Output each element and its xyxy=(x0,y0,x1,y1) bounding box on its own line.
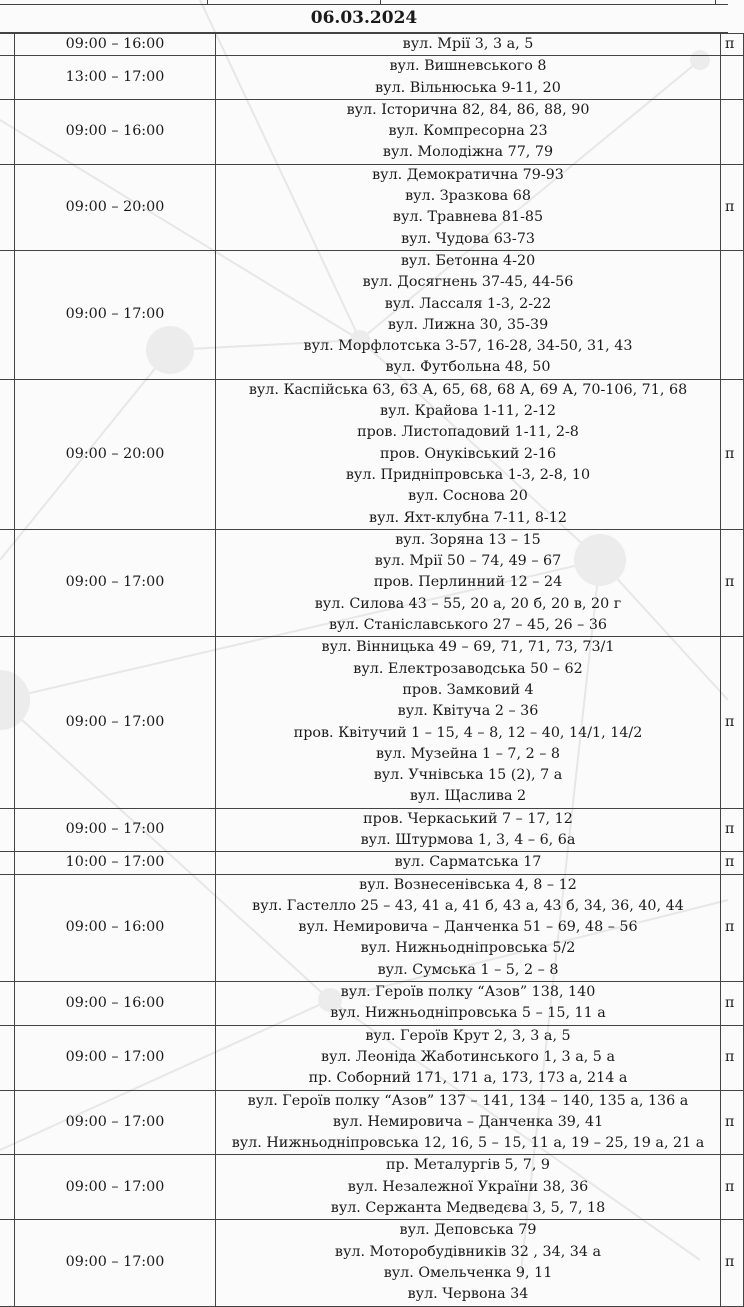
next-column-cell: п xyxy=(721,1155,744,1220)
addresses-cell xyxy=(216,34,721,56)
address-line: вул. Омельченка 9, 11 xyxy=(383,1264,553,1281)
address-line: вул. Сарматська 17 xyxy=(394,854,542,871)
address-line: вул. Нижньодніпровська 12, 16, 5 – 15, 11 а, 19 – 25, 19 а, 21 а xyxy=(231,1135,705,1152)
next-column-cell: п xyxy=(721,1025,744,1090)
table-row xyxy=(0,852,744,874)
next-column-cell xyxy=(721,250,744,379)
address-line: вул. Соснова 20 xyxy=(408,488,528,505)
address-line: вул. Героїв полку “Азов” 137 – 141, 134 – 140, 135 а, 136 а xyxy=(247,1092,689,1109)
address-line: вул. Каспійська 63, 63 А, 65, 68, 68 А, 69 А, 70-106, 71, 68 xyxy=(248,381,688,398)
address-line: пров. Черкаський 7 – 17, 12 xyxy=(363,810,573,827)
addresses-cell xyxy=(216,1155,721,1220)
table-row xyxy=(0,874,744,981)
addresses-cell xyxy=(216,852,721,874)
address-line: пров. Листопадовий 1-11, 2-8 xyxy=(357,424,579,441)
table-body xyxy=(0,34,744,1307)
table-row xyxy=(0,1155,744,1220)
addresses-cell xyxy=(216,874,721,981)
address-line: вул. Немировича – Данченка 51 – 69, 48 – 56 xyxy=(298,919,638,936)
table-row xyxy=(0,808,744,852)
table-row xyxy=(0,529,744,636)
table-row xyxy=(0,1220,744,1306)
next-column-cell: п xyxy=(721,34,744,56)
row-left-margin-cell xyxy=(0,34,15,56)
address-line: вул. Крайова 1-11, 2-12 xyxy=(380,403,556,420)
address-line: вул. Сержанта Медведєва 3, 5, 7, 18 xyxy=(330,1200,606,1217)
table-row xyxy=(0,164,744,250)
addresses-cell xyxy=(216,808,721,852)
address-line: вул. Компресорна 23 xyxy=(388,123,548,140)
address-line: пр. Металургів 5, 7, 9 xyxy=(385,1157,551,1174)
address-line: пров. Перлинний 12 – 24 xyxy=(373,574,563,591)
next-column-cell: п xyxy=(721,1220,744,1306)
row-left-margin-cell xyxy=(0,808,15,852)
address-line: вул. Бетонна 4-20 xyxy=(400,252,536,269)
addresses-cell xyxy=(216,637,721,808)
row-left-margin-cell xyxy=(0,1220,15,1306)
address-line: вул. Учнівська 15 (2), 7 а xyxy=(373,767,563,784)
next-column-cell: п xyxy=(721,982,744,1026)
address-line: вул. Досягнень 37-45, 44-56 xyxy=(362,274,574,291)
time-range-cell: 09:00 – 16:00 xyxy=(15,982,216,1026)
table-row xyxy=(0,99,744,164)
address-line: вул. Електрозаводська 50 – 62 xyxy=(353,660,583,677)
table-row xyxy=(0,1090,744,1155)
next-column-cell xyxy=(721,56,744,100)
address-line: вул. Силова 43 – 55, 20 а, 20 б, 20 в, 20 г xyxy=(314,595,622,612)
address-line: вул. Історична 82, 84, 86, 88, 90 xyxy=(346,101,590,118)
address-line: вул. Деповська 79 xyxy=(399,1222,537,1239)
address-line: вул. Чудова 63-73 xyxy=(401,230,535,247)
time-range-cell: 13:00 – 17:00 xyxy=(15,56,216,100)
top-border xyxy=(0,0,728,5)
addresses-cell xyxy=(216,529,721,636)
table-row xyxy=(0,1025,744,1090)
address-line: вул. Мрії 50 – 74, 49 – 67 xyxy=(374,553,562,570)
table-row xyxy=(0,34,744,56)
address-line: вул. Героїв Крут 2, 3, 3 а, 5 xyxy=(365,1027,571,1044)
address-line: вул. Сумська 1 – 5, 2 – 8 xyxy=(377,961,559,978)
next-column-cell: п xyxy=(721,874,744,981)
address-line: вул. Лассаля 1-3, 2-22 xyxy=(384,295,552,312)
time-range-cell: 09:00 – 17:00 xyxy=(15,808,216,852)
next-column-cell: п xyxy=(721,164,744,250)
address-line: вул. Квітуча 2 – 36 xyxy=(397,703,539,720)
row-left-margin-cell xyxy=(0,164,15,250)
row-left-margin-cell xyxy=(0,56,15,100)
address-line: вул. Нижньодніпровська 5 – 15, 11 а xyxy=(330,1005,606,1022)
address-line: вул. Моторобудівників 32 , 34, 34 а xyxy=(334,1243,602,1260)
address-line: вул. Станіславського 27 – 45, 26 – 36 xyxy=(328,617,608,634)
table-row xyxy=(0,250,744,379)
next-column-cell xyxy=(721,99,744,164)
address-line: вул. Вільнюська 9-11, 20 xyxy=(375,79,561,96)
address-line: вул. Щаслива 2 xyxy=(409,788,527,805)
outage-schedule-table xyxy=(0,33,744,1307)
addresses-cell xyxy=(216,99,721,164)
address-line: вул. Демократична 79-93 xyxy=(372,166,564,183)
row-left-margin-cell xyxy=(0,250,15,379)
addresses-cell xyxy=(216,1090,721,1155)
address-line: пр. Соборний 171, 171 а, 173, 173 а, 214 а xyxy=(308,1070,628,1087)
row-left-margin-cell xyxy=(0,982,15,1026)
time-range-cell: 09:00 – 16:00 xyxy=(15,34,216,56)
address-line: вул. Музейна 1 – 7, 2 – 8 xyxy=(375,745,561,762)
address-line: вул. Морфлотська 3-57, 16-28, 34-50, 31, 43 xyxy=(303,338,633,355)
address-line: вул. Штурмова 1, 3, 4 – 6, 6а xyxy=(360,831,576,848)
row-left-margin-cell xyxy=(0,1155,15,1220)
addresses-cell xyxy=(216,379,721,529)
table-row xyxy=(0,56,744,100)
address-line: пров. Квітучий 1 – 15, 4 – 8, 12 – 40, 14/1, 14/2 xyxy=(293,724,643,741)
address-line: вул. Вишневського 8 xyxy=(389,58,547,75)
addresses-cell xyxy=(216,250,721,379)
next-column-cell: п xyxy=(721,637,744,808)
time-range-cell: 09:00 – 17:00 xyxy=(15,637,216,808)
address-line: вул. Травнева 81-85 xyxy=(392,209,544,226)
date-header: 06.03.2024 xyxy=(0,5,728,33)
address-line: вул. Мрії 3, 3 а, 5 xyxy=(402,36,534,52)
address-line: пров. Замковий 4 xyxy=(402,681,534,698)
next-column-cell: п xyxy=(721,529,744,636)
row-left-margin-cell xyxy=(0,529,15,636)
address-line: вул. Зразкова 68 xyxy=(405,188,531,205)
table-row xyxy=(0,379,744,529)
time-range-cell: 09:00 – 17:00 xyxy=(15,529,216,636)
address-line: вул. Леоніда Жаботинського 1, 3 а, 5 а xyxy=(321,1048,615,1065)
address-line: вул. Нижньодніпровська 5/2 xyxy=(360,940,576,957)
address-line: вул. Футбольна 48, 50 xyxy=(385,359,551,376)
address-line: вул. Яхт-клубна 7-11, 8-12 xyxy=(369,509,567,526)
time-range-cell: 09:00 – 16:00 xyxy=(15,874,216,981)
next-column-cell: п xyxy=(721,1090,744,1155)
address-line: вул. Немировича – Данченка 39, 41 xyxy=(332,1113,604,1130)
time-range-cell: 09:00 – 17:00 xyxy=(15,1155,216,1220)
row-left-margin-cell xyxy=(0,1090,15,1155)
address-line: вул. Вінницька 49 – 69, 71, 71, 73, 73/1 xyxy=(321,639,615,656)
address-line: вул. Лижна 30, 35-39 xyxy=(387,316,549,333)
addresses-cell xyxy=(216,1220,721,1306)
row-left-margin-cell xyxy=(0,379,15,529)
next-column-cell: п xyxy=(721,379,744,529)
row-left-margin-cell xyxy=(0,99,15,164)
table-row xyxy=(0,637,744,808)
addresses-cell xyxy=(216,1025,721,1090)
row-left-margin-cell xyxy=(0,1025,15,1090)
next-column-cell: п xyxy=(721,808,744,852)
time-range-cell: 09:00 – 17:00 xyxy=(15,1090,216,1155)
time-range-cell: 09:00 – 17:00 xyxy=(15,1220,216,1306)
time-range-cell: 09:00 – 20:00 xyxy=(15,164,216,250)
time-range-cell: 09:00 – 16:00 xyxy=(15,99,216,164)
time-range-cell: 09:00 – 17:00 xyxy=(15,250,216,379)
time-range-cell: 09:00 – 20:00 xyxy=(15,379,216,529)
address-line: вул. Вознесенівська 4, 8 – 12 xyxy=(359,876,577,893)
row-left-margin-cell xyxy=(0,852,15,874)
row-left-margin-cell xyxy=(0,874,15,981)
addresses-cell xyxy=(216,982,721,1026)
time-range-cell: 10:00 – 17:00 xyxy=(15,852,216,874)
addresses-cell xyxy=(216,164,721,250)
next-column-cell: п xyxy=(721,852,744,874)
address-line: вул. Героїв полку “Азов” 138, 140 xyxy=(340,984,596,1001)
row-left-margin-cell xyxy=(0,637,15,808)
addresses-cell xyxy=(216,56,721,100)
address-line: вул. Гастелло 25 – 43, 41 а, 41 б, 43 а, 43 б, 34, 36, 40, 44 xyxy=(252,897,684,914)
address-line: пров. Онуківський 2-16 xyxy=(379,445,557,462)
time-range-cell: 09:00 – 17:00 xyxy=(15,1025,216,1090)
address-line: вул. Придніпровська 1-3, 2-8, 10 xyxy=(345,466,591,483)
address-line: вул. Червона 34 xyxy=(407,1286,529,1303)
address-line: вул. Незалежної України 38, 36 xyxy=(347,1178,589,1195)
address-line: вул. Молодіжна 77, 79 xyxy=(382,144,554,161)
table-row xyxy=(0,982,744,1026)
address-line: вул. Зоряна 13 – 15 xyxy=(395,531,541,548)
